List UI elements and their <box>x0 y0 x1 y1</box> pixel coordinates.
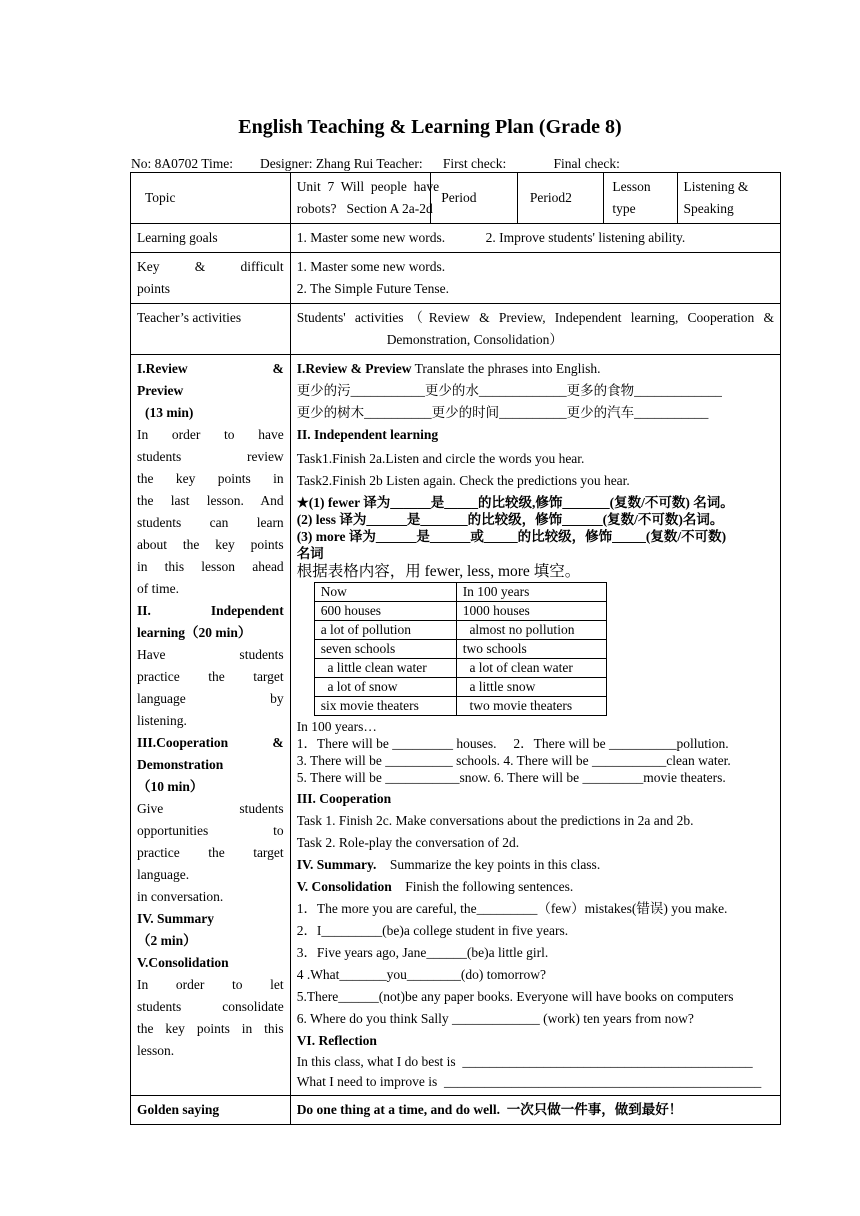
lesson-type-label-1: Lesson <box>612 179 651 194</box>
review-desc-line: students review <box>137 449 284 464</box>
task1-text: Task1.Finish 2a.Listen and circle the words you hear. <box>296 451 585 466</box>
cooperation-heading: III. Cooperation <box>296 791 392 806</box>
coop-desc-line: practice the target <box>137 845 284 860</box>
coop-desc-line: language. <box>137 867 190 882</box>
table-cell: a little snow <box>456 678 606 697</box>
review-preview-text: Translate the phrases into English. <box>411 361 601 376</box>
review-desc-line: in this lesson ahead <box>137 559 284 574</box>
table-cell: six movie theaters <box>314 697 456 716</box>
key-points-value-2: 2. The Simple Future Tense. <box>296 281 449 296</box>
summary-heading: IV. Summary <box>137 911 215 926</box>
table-cell: two schools <box>456 640 606 659</box>
review-desc-line: In order to have <box>137 427 284 442</box>
table-cell: 1000 houses <box>456 602 606 621</box>
coop-heading-2: Demonstration <box>137 757 224 772</box>
comparison-header-now: Now <box>314 583 456 602</box>
fill-line-3: 5. There will be ___________snow. 6. There will be _________movie theaters. <box>296 770 726 785</box>
grammar-note-1: ★(1) fewer 译为______是_____的比较级,修饰_______(复数/不可数) 名词。 <box>296 495 734 510</box>
topic-label: Topic <box>131 173 291 224</box>
reflection-line-1: In this class, what I do best is ___________________________________________ <box>296 1054 753 1069</box>
review-desc-line: students can learn <box>137 515 284 530</box>
table-row <box>314 621 606 640</box>
coop-time: （10 min） <box>137 779 204 794</box>
independent-heading-2: learning（20 min） <box>137 625 252 640</box>
lesson-type-label <box>604 173 677 224</box>
document-title: English Teaching & Learning Plan (Grade 8) <box>238 116 622 138</box>
sentence-6: 6. Where do you think Sally _____________ (work) ten years from now? <box>296 1011 694 1026</box>
consolidation-heading: V.Consolidation <box>137 955 229 970</box>
topic-row <box>131 173 781 224</box>
independent-learning-heading: II. Independent learning <box>296 427 439 442</box>
lesson-type-label-2: type <box>612 201 636 216</box>
sentence-3: 3．Five years ago, Jane______(be)a little girl. <box>296 945 549 960</box>
review-preview-heading: I.Review & Preview <box>296 361 412 376</box>
review-desc-line: the last lesson. And <box>137 493 284 508</box>
table-row <box>314 678 606 697</box>
review-desc-line: of time. <box>137 581 179 596</box>
fill-line-2: 3. There will be __________ schools. 4. There will be ___________clean water. <box>296 753 731 768</box>
table-cell: two movie theaters <box>456 697 606 716</box>
summary-heading-right: IV. Summary. <box>296 857 377 872</box>
procedure-row <box>131 355 781 1096</box>
review-desc-line: the key points in <box>137 471 284 486</box>
meta-first-check: First check: <box>442 156 507 171</box>
topic-value-line-2: robots? Section A 2a-2d <box>296 201 433 216</box>
sentence-1: 1．The more you are careful, the_________（few）mistakes(错误) you make. <box>296 901 728 916</box>
activities-row <box>131 304 781 355</box>
topic-value-line-1: Unit 7 Will people have <box>296 179 440 194</box>
consolidation-desc-line: students consolidate <box>137 999 284 1014</box>
golden-saying-label: Golden saying <box>131 1096 291 1125</box>
review-desc-line: about the key points <box>137 537 284 552</box>
meta-designer: Designer: Zhang Rui Teacher: <box>260 156 423 171</box>
fill-line-1: 1．There will be _________ houses. 2．There will be __________pollution. <box>296 736 729 751</box>
activities-value-1: Students' activities（Review & Preview, Independent learning, Cooperation & <box>296 310 774 325</box>
learning-goals-value: 1. Master some new words. 2. Improve students' listening ability. <box>290 224 780 253</box>
key-points-value <box>290 253 780 304</box>
table-cell: seven schools <box>314 640 456 659</box>
comparison-table <box>314 582 607 716</box>
task2-text: Task2.Finish 2b Listen again. Check the predictions you hear. <box>296 473 630 488</box>
independent-desc-line: Have students <box>137 647 284 662</box>
lesson-type-value-2: Speaking <box>683 201 734 216</box>
grammar-note-2: (2) less 译为______是_______的比较级，修饰______(复数/不可数)名词。 <box>296 512 724 527</box>
reflection-line-2: What I need to improve is _______________________________________________ <box>296 1074 762 1089</box>
procedure-right-column <box>290 355 780 1096</box>
consolidation-heading-right: V. Consolidation <box>296 879 392 894</box>
grammar-note-3b: 名词 <box>296 546 324 561</box>
review-heading-2: Preview <box>137 383 184 398</box>
key-points-label-2: points <box>137 281 171 296</box>
coop-desc-line: opportunities to <box>137 823 284 838</box>
coop-desc-line: in conversation. <box>137 889 224 904</box>
review-preview-line <box>297 358 774 380</box>
table-cell: a lot of clean water <box>456 659 606 678</box>
period-label: Period <box>431 173 518 224</box>
summary-text: Summarize the key points in this class. <box>376 857 601 872</box>
consolidation-desc-line: the key points in this <box>137 1021 284 1036</box>
table-cell: almost no pollution <box>456 621 606 640</box>
golden-saying-row <box>131 1096 781 1125</box>
phrases-line-2: 更少的树木__________更少的时间__________更少的汽车___________ <box>296 405 709 420</box>
independent-heading-1: II. Independent <box>137 603 284 618</box>
procedure-left-column <box>131 355 291 1096</box>
activities-value <box>290 304 780 355</box>
in-100-years: In 100 years… <box>296 719 377 734</box>
summary-line <box>297 854 774 876</box>
lesson-type-value-1: Listening & <box>683 179 749 194</box>
sentence-2: 2．I_________(be)a college student in five years. <box>296 923 569 938</box>
table-cell: a little clean water <box>314 659 456 678</box>
period-value: Period2 <box>517 173 604 224</box>
summary-time: （2 min） <box>137 933 197 948</box>
lesson-type-value <box>677 173 781 224</box>
fill-instruction: 根据表格内容，用 fewer, less, more 填空。 <box>296 563 581 580</box>
comparison-table-header <box>314 583 606 602</box>
sentence-5: 5.There______(not)be any paper books. Everyone will have books on computers <box>296 989 734 1004</box>
coop-desc-line: Give students <box>137 801 284 816</box>
consolidation-text: Finish the following sentences. <box>391 879 574 894</box>
sentence-4: 4 .What_______you________(do) tomorrow? <box>296 967 547 982</box>
key-points-label-1: Key & difficult <box>137 259 284 274</box>
review-time: (13 min) <box>145 405 194 420</box>
phrases-line-1: 更少的污___________更少的水_____________更多的食物_____________ <box>296 383 722 398</box>
comparison-header-future: In 100 years <box>456 583 606 602</box>
table-row <box>314 640 606 659</box>
grammar-note-3: (3) more 译为______是______或_____的比较级，修饰_____(复数/不可数) <box>296 529 727 544</box>
activities-value-2: Demonstration, Consolidation） <box>386 332 563 347</box>
consolidation-line <box>297 876 774 898</box>
review-heading-1: I.Review & <box>137 361 284 376</box>
table-cell: a lot of snow <box>314 678 456 697</box>
table-row <box>314 697 606 716</box>
activities-label: Teacher’s activities <box>131 304 291 355</box>
cooperation-task-1: Task 1. Finish 2c. Make conversations about the predictions in 2a and 2b. <box>296 813 694 828</box>
key-points-row <box>131 253 781 304</box>
plan-table <box>130 172 781 1125</box>
coop-heading-1: III.Cooperation & <box>137 735 284 750</box>
reflection-heading: VI. Reflection <box>296 1033 377 1048</box>
table-row <box>314 659 606 678</box>
learning-goals-label: Learning goals <box>131 224 291 253</box>
key-points-label <box>131 253 291 304</box>
independent-desc-line: listening. <box>137 713 187 728</box>
key-points-value-1: 1. Master some new words. <box>296 259 446 274</box>
consolidation-desc-line: In order to let <box>137 977 284 992</box>
meta-line <box>131 156 781 172</box>
table-cell: 600 houses <box>314 602 456 621</box>
meta-final-check: Final check: <box>553 156 620 171</box>
cooperation-task-2: Task 2. Role-play the conversation of 2d. <box>296 835 520 850</box>
independent-desc-line: language by <box>137 691 284 706</box>
learning-goals-row <box>131 224 781 253</box>
meta-no: No: 8A0702 Time: <box>131 156 234 171</box>
independent-desc-line: practice the target <box>137 669 284 684</box>
golden-saying-value: Do one thing at a time, and do well. 一次只做一件事，做到最好！ <box>290 1096 780 1125</box>
table-row <box>314 602 606 621</box>
table-cell: a lot of pollution <box>314 621 456 640</box>
consolidation-desc-line: lesson. <box>137 1043 175 1058</box>
topic-value <box>290 173 440 224</box>
